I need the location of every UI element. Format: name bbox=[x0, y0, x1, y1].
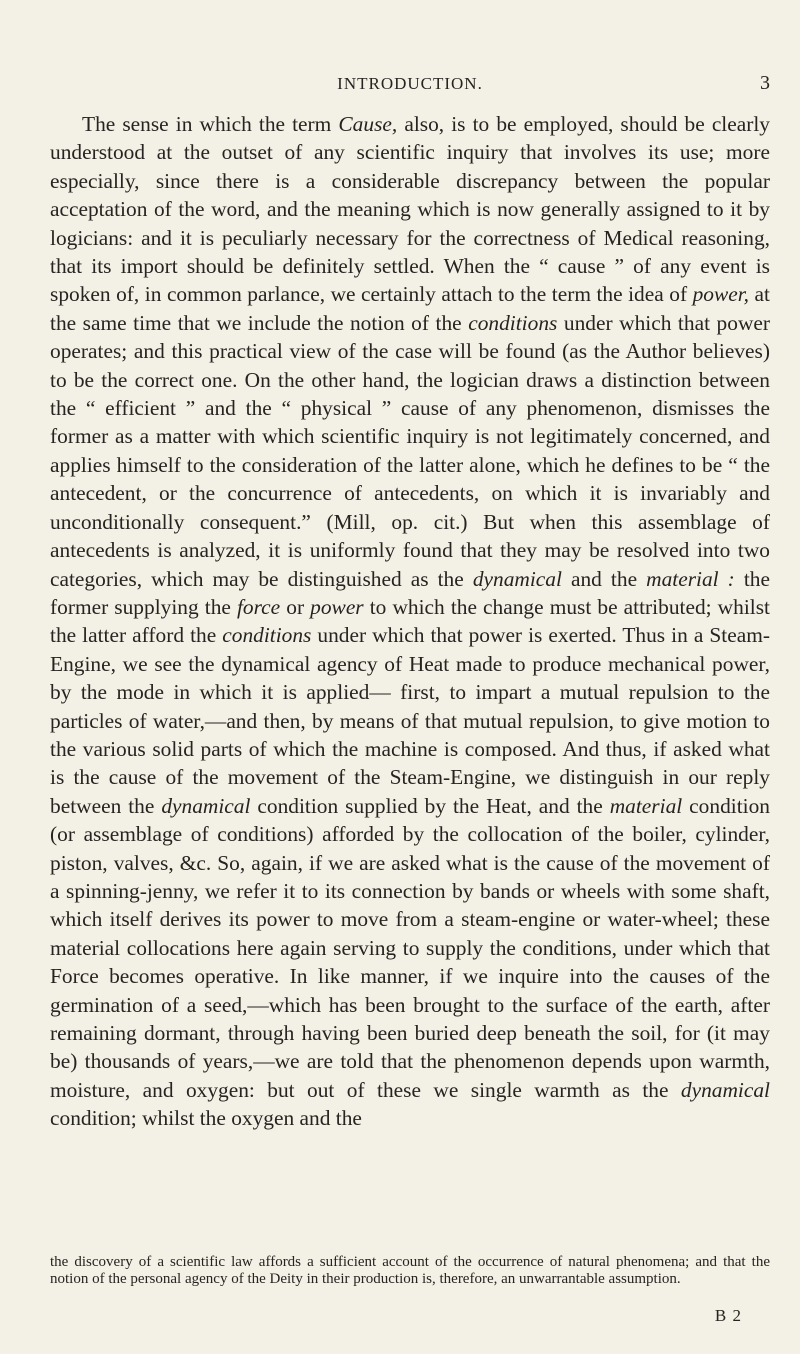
text-run: also, is to be employed, should be clearly understood at the outset of any scientific inquiry that involves its use; more especially, since there is a considerable discrepancy between the popular acceptation of the word, and the meaning which is now generally assigned to it by logicians: and it is peculiarly necessary for the correctness of Medical reasoning, that its import should be definitely settled. When the “ cause ” of any event is spoken of, in common parlance, we certainly attach to the term the idea of bbox=[50, 112, 771, 307]
text-run: The sense in which the term bbox=[82, 112, 339, 136]
emphasis: conditions bbox=[222, 623, 312, 648]
running-title: INTRODUCTION. bbox=[337, 74, 483, 93]
footnote: the discovery of a scientific law affords a sufficient account of the occurrence of natural phenomena; and that the notion of the personal agency of the Deity in their production is, therefore, an unwarrantable assumption. bbox=[50, 1254, 770, 1287]
emphasis: power bbox=[310, 594, 364, 619]
text-run: the former supplying the bbox=[50, 566, 770, 619]
text-run: or bbox=[280, 594, 311, 619]
body-text bbox=[50, 110, 770, 1133]
text-run: and the bbox=[561, 566, 647, 591]
emphasis: material : bbox=[646, 566, 735, 591]
emphasis: conditions bbox=[468, 310, 558, 335]
text-run: under which that power is exerted. Thus in a Steam-Engine, we see the dynamical agency of Heat made to produce mechanical power, by the mode in which it is applied— first, to impart a mutual repulsion to the particles of water,—and then, by means of that mutual repulsion, to give motion to the various solid parts of which the machine is composed. And thus, if asked what is the cause of the movement of the Steam-Engine, we distinguish in our reply between the bbox=[50, 623, 770, 818]
text-run: at the same time that we include the notion of the bbox=[50, 282, 770, 335]
text-run: condition; whilst the oxygen and the bbox=[50, 1106, 362, 1131]
signature-mark: B 2 bbox=[714, 1306, 742, 1325]
emphasis: dynamical bbox=[680, 1077, 770, 1102]
emphasis: dynamical bbox=[161, 793, 251, 818]
text-run: under which that power operates; and this practical view of the case will be found (as the Author believes) to be the correct one. On the other hand, the logician draws a distinction between the “ efficient ” and the “ physical ” cause of any phenomenon, dismisses the former as a matter with which scientific inquiry is not legitimately concerned, and applies himself to the consideration of the latter alone, which he defines to be “ the antecedent, or the concurrence of antecedents, on which it is invariably and unconditionally consequent.” (Mill, op. cit.) But when this assemblage of antecedents is analyzed, it is uniformly found that they may be resolved into two categories, which may be distinguished as the bbox=[50, 310, 771, 591]
emphasis: power, bbox=[692, 282, 750, 307]
emphasis: material bbox=[609, 793, 683, 818]
text-run: to which the change must be attributed; whilst the latter afford the bbox=[50, 594, 770, 648]
text-run: condition (or assemblage of conditions) afforded by the collocation of the boiler, cylinder, piston, valves, &c. So, again, if we are asked what is the cause of the movement of a spinning-jenny, we refer it to its connection by bands or wheels with some shaft, which itself derives its power to move from a steam-engine or water-wheel; these material collocations here again serving to supply the conditions, under which that Force becomes operative. In like manner, if we inquire into the causes of the germination of a seed,—which has been brought to the surface of the earth, after remaining dormant, through having been buried deep beneath the soil, for (it may be) thousands of years,—we are told that the phenomenon depends upon warmth, moisture, and oxygen: but out of these we single warmth as the bbox=[50, 793, 770, 1102]
paragraph bbox=[50, 110, 770, 1133]
emphasis: Cause, bbox=[338, 112, 398, 136]
page-number: 3 bbox=[760, 72, 770, 94]
page-header bbox=[50, 72, 770, 100]
text-run: condition supplied by the Heat, and the bbox=[250, 793, 610, 818]
emphasis: dynamical bbox=[472, 566, 562, 591]
emphasis: force bbox=[236, 594, 281, 619]
